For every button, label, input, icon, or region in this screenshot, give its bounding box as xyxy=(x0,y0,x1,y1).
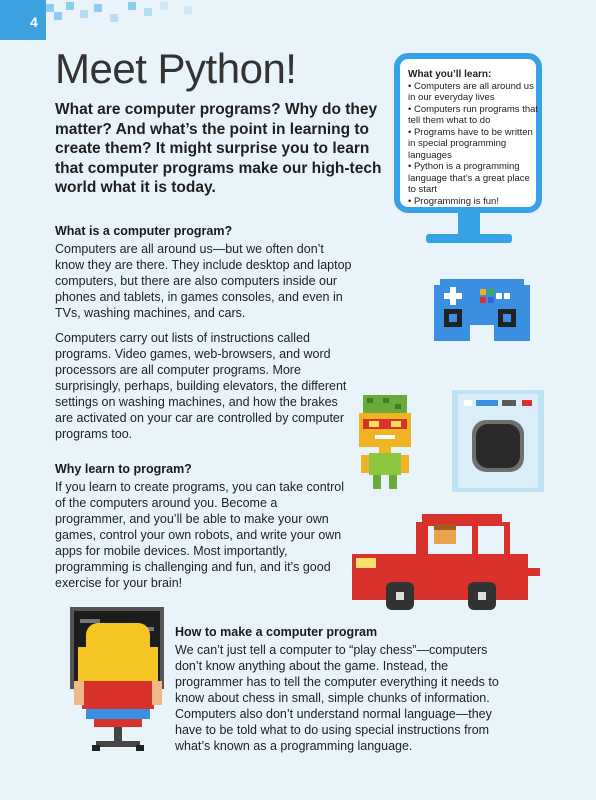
sidebar-item: • Computers are all around us in our everyday lives xyxy=(408,80,534,103)
page-number: 4 xyxy=(30,14,38,30)
washing-machine-icon xyxy=(452,390,544,492)
section-paragraph: Computers carry out lists of instructions called programs. Video games, web-browsers, and word processors are all computer programs. More surprisingly, perhaps, building elevators, the different settings on washing machines, and how the brakes are activated on your car are controlled by computer programs too. xyxy=(55,331,347,441)
section-heading-why-learn: Why learn to program? xyxy=(55,462,192,476)
page-number-block xyxy=(0,0,46,40)
intro-text: What are computer programs? Why do they matter? And what’s the point in learning to create them? It might surprise you to learn that computer programs make our high-tech world what it is today. xyxy=(55,101,382,196)
monitor-base xyxy=(426,234,512,243)
section-heading-how-to: How to make a computer program xyxy=(175,625,378,639)
page-title: Meet Python! xyxy=(55,45,297,92)
game-controller-icon xyxy=(432,275,532,345)
section-heading-what-is: What is a computer program? xyxy=(55,224,233,238)
robot-head-icon xyxy=(355,395,415,495)
section-paragraph: We can’t just tell a computer to “play chess”—computers don’t know anything about the game. Instead, the programmer has to tell the computer everything it needs to know about chess in small, simple chunks of information. Computers also don’t understand normal language—they have to be told what to do using special instructions from what’s known as a programming language. xyxy=(175,643,499,753)
sidebar-item: • Computers run programs that tell them what to do xyxy=(408,103,539,126)
sidebar-item: • Programs have to be written in special programming languages xyxy=(408,126,533,161)
sidebar-content xyxy=(408,69,540,207)
sidebar-heading: What you’ll learn: xyxy=(408,69,492,80)
car-icon xyxy=(352,514,542,614)
sidebar-item: • Programming is fun! xyxy=(408,195,499,207)
child-at-computer-icon xyxy=(66,607,170,752)
section-paragraph: Computers are all around us—but we often don’t know they are there. They include desktop and laptop computers, but there are also computers inside our phones and tablets, in games consoles, and even in TVs, washing machines, and cars. xyxy=(55,242,352,320)
sidebar-item: • Python is a programming language that’s a great place to start xyxy=(408,161,530,195)
section-paragraph: If you learn to create programs, you can take control of the computers around you. Become a programmer, and you’ll be able to make your own games, control your own robots, and write your own apps for mobile devices. Most importantly, programming is challenging and fun, and it’s good exercise for your brain! xyxy=(55,480,345,590)
monitor-sidebar xyxy=(394,53,542,213)
